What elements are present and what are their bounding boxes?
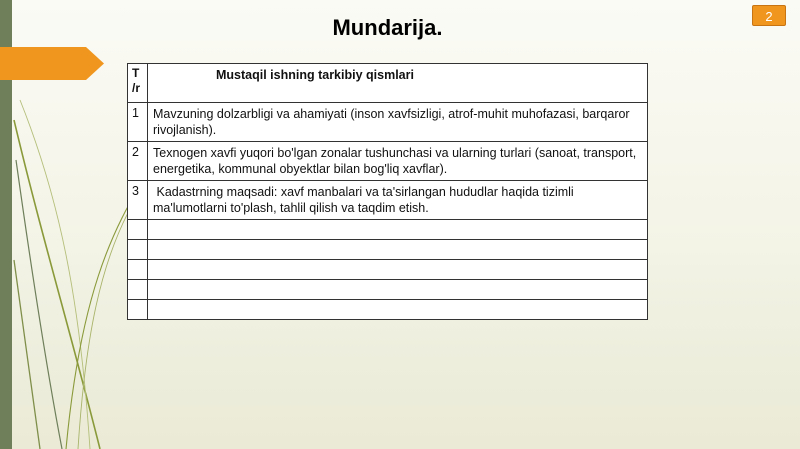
table-row bbox=[128, 181, 648, 220]
page-number-badge: 2 bbox=[752, 5, 786, 26]
table-header-row bbox=[128, 64, 648, 103]
row-number: 1 bbox=[128, 103, 148, 142]
title-dot: . bbox=[436, 15, 443, 40]
empty-table-row bbox=[128, 280, 648, 300]
empty-cell bbox=[128, 280, 148, 300]
header-number-cell: T /r bbox=[128, 64, 148, 103]
empty-cell bbox=[128, 240, 148, 260]
empty-table-row bbox=[128, 240, 648, 260]
empty-table-row bbox=[128, 300, 648, 320]
row-text: Mavzuning dolzarbligi va ahamiyati (inson xavfsizligi, atrof-muhit muhofazasi, barqaror rivojlanish). bbox=[148, 103, 648, 142]
orange-arrow-shape bbox=[0, 47, 105, 80]
page-title bbox=[0, 15, 775, 41]
empty-cell bbox=[148, 220, 648, 240]
empty-cell bbox=[148, 260, 648, 280]
empty-cell bbox=[148, 280, 648, 300]
empty-cell bbox=[148, 300, 648, 320]
empty-cell bbox=[128, 220, 148, 240]
empty-cell bbox=[128, 300, 148, 320]
empty-table-row bbox=[128, 220, 648, 240]
row-number: 2 bbox=[128, 142, 148, 181]
title-text: Mundarija bbox=[332, 15, 437, 40]
empty-cell bbox=[128, 260, 148, 280]
header-title-cell: Mustaqil ishning tarkibiy qismlari bbox=[148, 64, 648, 103]
empty-table-row bbox=[128, 260, 648, 280]
empty-cell bbox=[148, 240, 648, 260]
contents-table bbox=[127, 63, 648, 320]
row-number: 3 bbox=[128, 181, 148, 220]
table-row bbox=[128, 142, 648, 181]
table-row bbox=[128, 103, 648, 142]
row-text: Kadastrning maqsadi: xavf manbalari va ta'sirlangan hududlar haqida tizimli ma'lumotlarni to'plash, tahlil qilish va taqdim etish. bbox=[148, 181, 648, 220]
row-text: Texnogen xavfi yuqori bo'lgan zonalar tushunchasi va ularning turlari (sanoat, transport, energetika, kommunal obyektlar bilan bog'liq xavflar). bbox=[148, 142, 648, 181]
